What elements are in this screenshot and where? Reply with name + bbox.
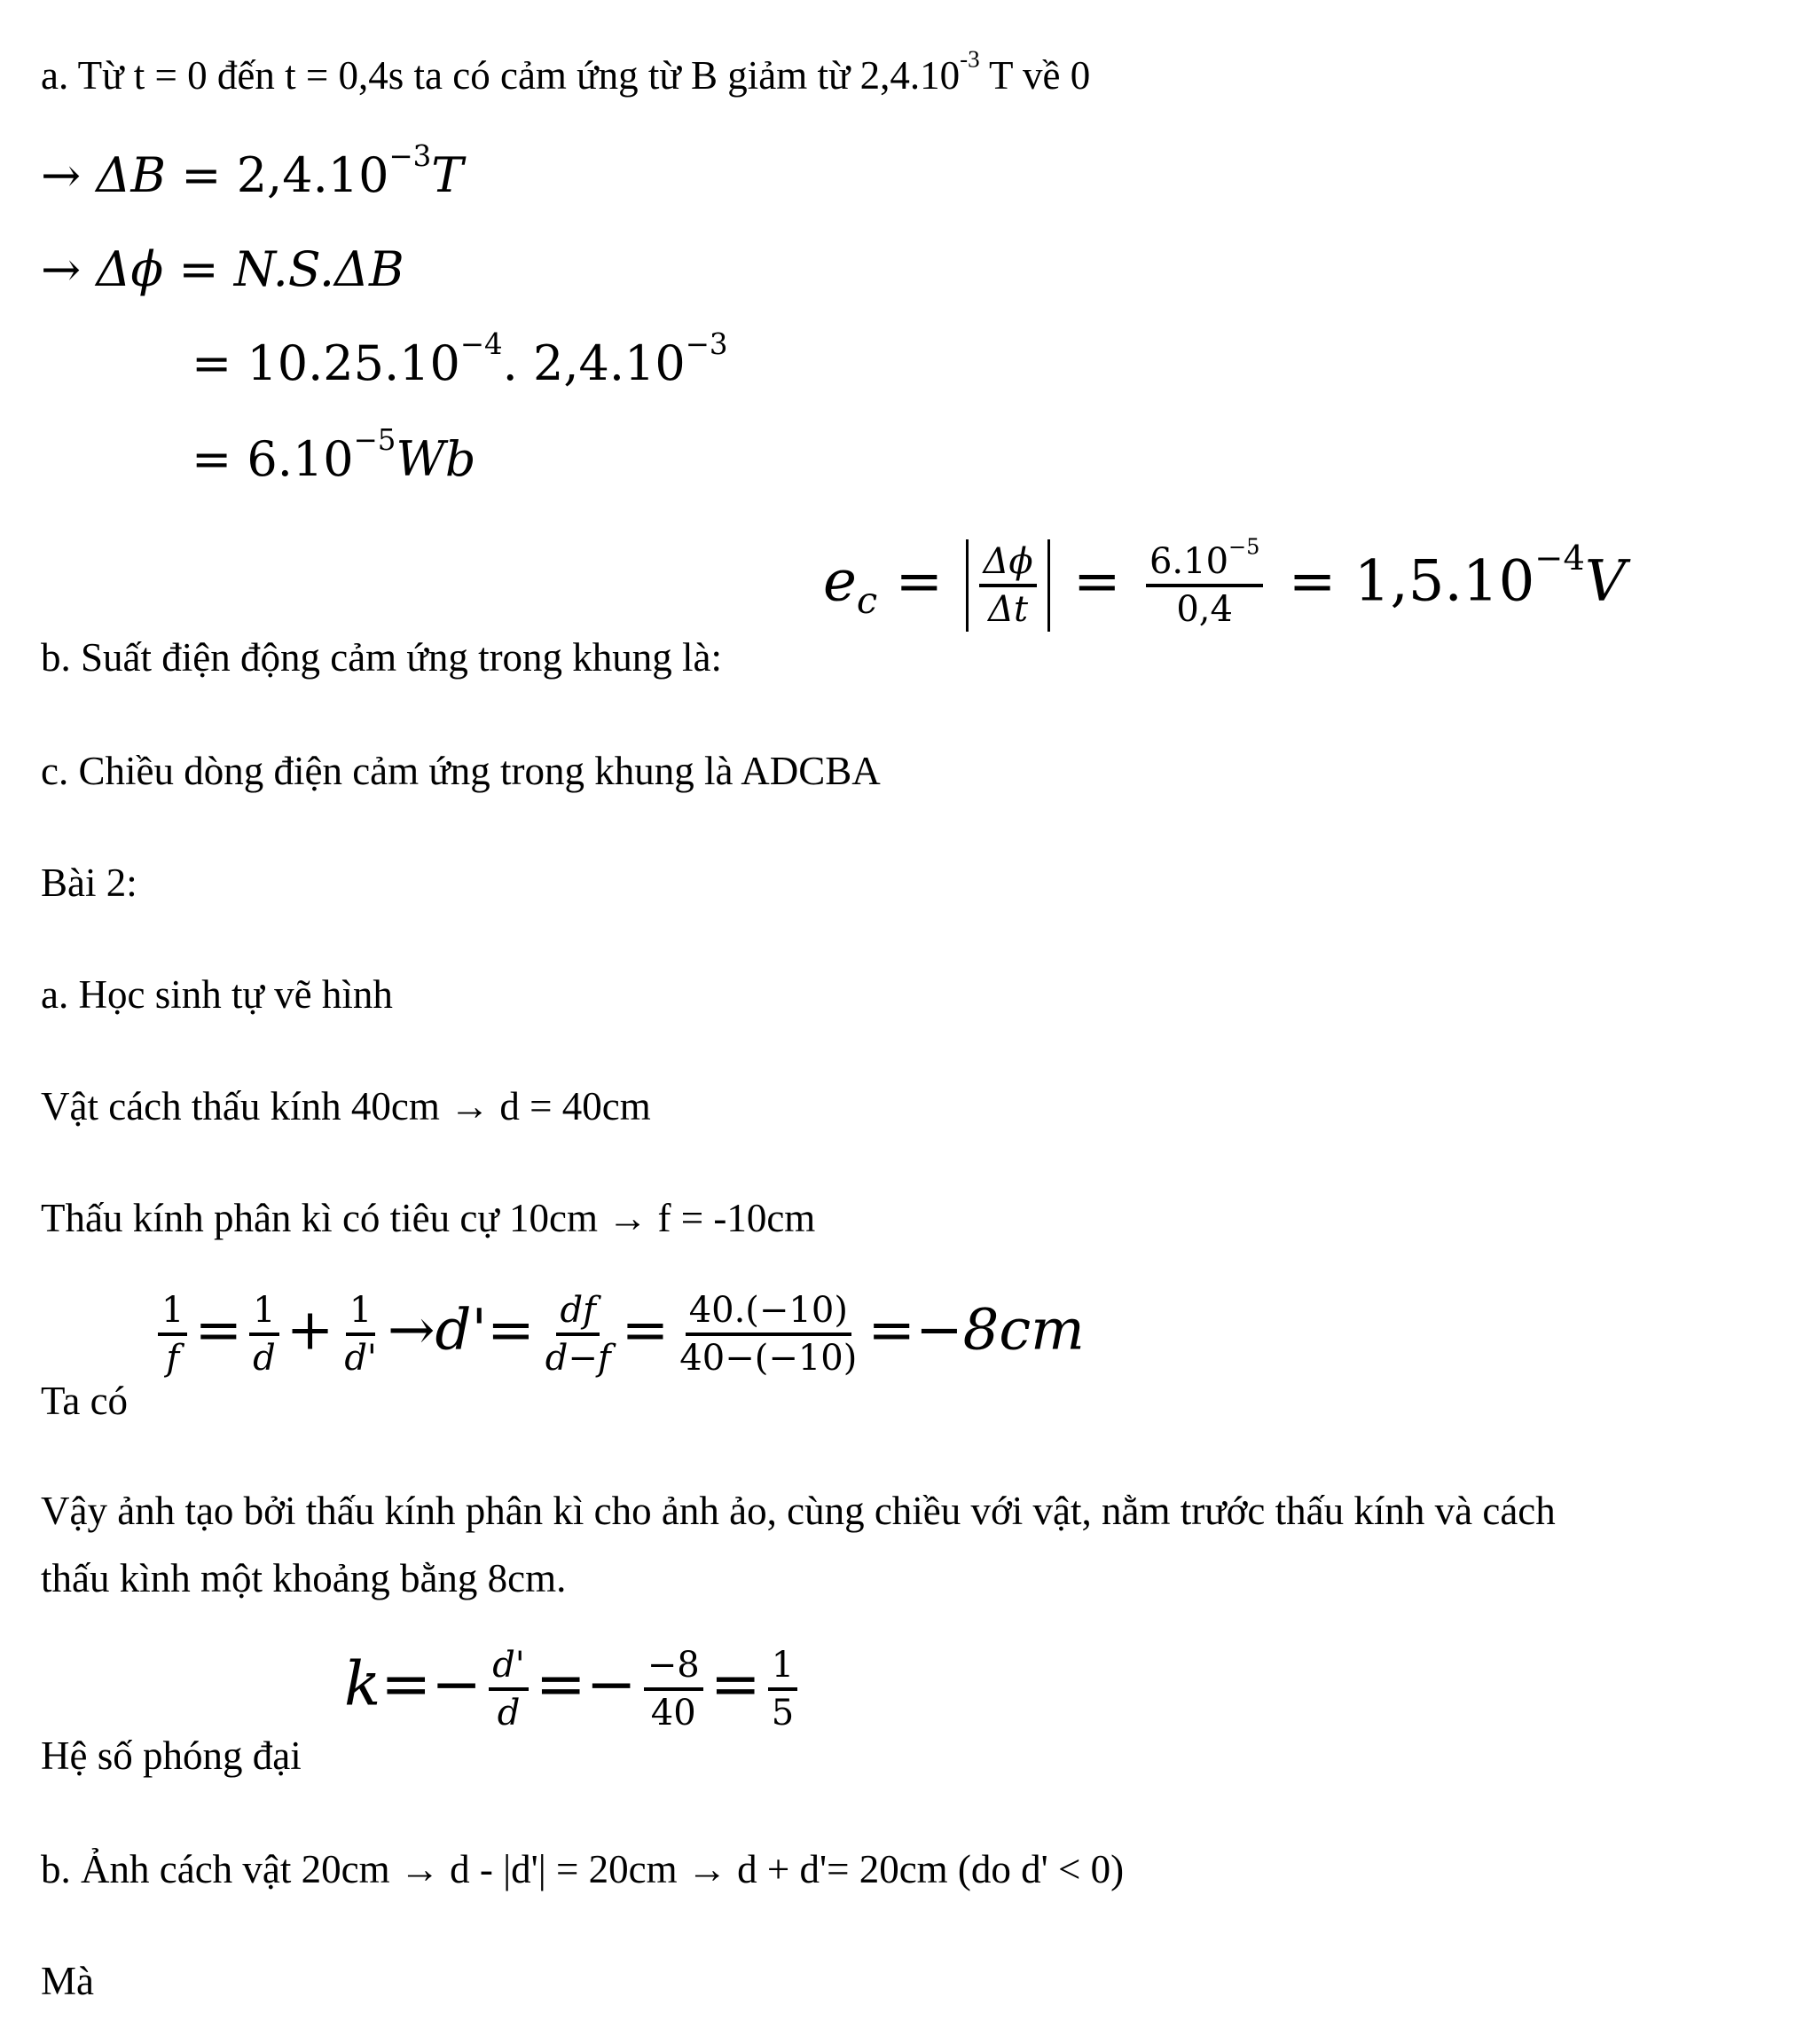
step2-part2: . 2,4.10 [502, 335, 686, 391]
k-label: Hệ số phóng đại [41, 1733, 302, 1778]
bai1-a-intro-end: T về 0 [979, 53, 1091, 98]
fraction-denominator: 0,4 [1176, 589, 1233, 630]
delta-phi-equation [41, 241, 404, 299]
conclusion-line-2: thấu kình một khoảng bằng 8cm. [41, 1556, 567, 1600]
step2-exp1: −4 [459, 326, 503, 361]
minus-sign: − [585, 1649, 637, 1720]
bai2-heading: Bài 2: [41, 861, 137, 905]
magnification-formula [344, 1643, 804, 1735]
delta-phi-step3 [192, 422, 476, 489]
ma-text: Mà [41, 1959, 94, 2003]
dphi-dt-fraction [979, 539, 1036, 632]
arrow-icon: → [387, 1297, 435, 1364]
plus-sign: + [286, 1297, 334, 1364]
delta-b-symbol: ΔB [96, 147, 167, 203]
step3-value: 6.10 [247, 431, 354, 487]
delta-b-value: 2,4.10 [236, 147, 389, 203]
emf-subscript: c [856, 578, 878, 623]
equals-sign: = [192, 335, 247, 391]
equals-sign: = [867, 1297, 915, 1364]
absolute-value [966, 539, 1049, 632]
lens-result: −8cm [914, 1297, 1085, 1364]
bai1-a-intro-text: a. Từ t = 0 đến t = 0,4s ta có cảm ứng từ B giảm từ 2,4.10 [41, 53, 961, 98]
k-symbol: k [344, 1649, 381, 1720]
equals-sign: = [163, 241, 234, 297]
fraction-denominator: Δt [988, 589, 1029, 630]
fraction-1-over-dprime: $\frac{1}{d'}$ [344, 1290, 377, 1379]
equals-sign: = [487, 1297, 535, 1364]
arrow-icon: → [41, 147, 82, 203]
delta-b-unit: T [431, 147, 464, 203]
delta-b-equation [41, 138, 464, 205]
equals-sign: = [194, 1297, 243, 1364]
bai2-d-text: Vật cách thấu kính 40cm → d = 40cm [41, 1084, 651, 1128]
fraction-minus8-over-40: $\frac{-8}{40}$ [644, 1643, 703, 1735]
fraction-1-over-5: $\frac{1}{5}$ [768, 1643, 797, 1735]
emf-formula [823, 534, 1627, 632]
step3-unit: Wb [396, 431, 476, 487]
emf-value-fraction [1146, 534, 1263, 632]
dprime-symbol: d' [435, 1297, 488, 1364]
emf-result-unit: V [1584, 548, 1627, 615]
fraction-1-over-d: $\frac{1}{d}$ [249, 1288, 279, 1380]
equals-sign: = [166, 147, 237, 203]
step2-part1: 10.25.10 [247, 335, 460, 391]
minus-sign: − [431, 1649, 482, 1720]
conclusion-line-1: Vậy ảnh tạo bởi thấu kính phân kì cho ảnh ảo, cùng chiều với vật, nằm trước thấu kính và cách [41, 1489, 1556, 1533]
bai2-f-text: Thấu kính phân kì có tiêu cự 10cm → f = -10cm [41, 1196, 816, 1240]
equals-sign: = [877, 548, 961, 615]
delta-phi-rhs: N.S.ΔB [233, 241, 404, 297]
bai1-c-text: c. Chiều dòng điện cảm ứng trong khung là ADCBA [41, 749, 881, 793]
fraction-numerator: $6.10^{-5}$ [1146, 539, 1263, 587]
ta-co-label: Ta có [41, 1379, 129, 1423]
delta-phi-symbol: Δϕ [96, 241, 164, 297]
bai2-a-text: a. Học sinh tự vẽ hình [41, 972, 393, 1017]
emf-symbol: e [823, 548, 857, 615]
emf-result: 1,5.10 [1353, 548, 1535, 615]
equals-sign: = [380, 1649, 432, 1720]
equals-sign: = [1055, 548, 1139, 615]
step3-exp: −5 [353, 422, 396, 457]
bai2-b-text: b. Ảnh cách vật 20cm → d - |d'| = 20cm → d + d'= 20cm (do d' < 0) [41, 1847, 1125, 1891]
lens-formula [151, 1288, 1085, 1380]
fraction-dprime-over-d: $\frac{d'}{d}$ [489, 1643, 529, 1735]
equals-sign: = [1270, 548, 1354, 615]
step2-exp2: −3 [685, 326, 728, 361]
bai1-a-intro [41, 45, 1091, 99]
equals-sign: = [621, 1297, 670, 1364]
fraction-df-over-d-minus-f: $\frac{df}{d-f}$ [545, 1290, 611, 1379]
equals-sign: = [535, 1649, 586, 1720]
equals-sign: = [192, 431, 247, 487]
bai1-b-label: b. Suất điện động cảm ứng trong khung là: [41, 635, 723, 680]
emf-result-exp: −4 [1534, 538, 1585, 578]
delta-b-exponent: −3 [388, 138, 432, 173]
equals-sign: = [710, 1649, 761, 1720]
arrow-icon: → [41, 241, 82, 297]
delta-phi-step2 [192, 326, 728, 393]
bai1-a-intro-exp: -3 [960, 45, 980, 73]
fraction-1-over-f: $\frac{1}{f}$ [158, 1288, 187, 1380]
fraction-numeric: $\frac{40.(-10)}{40-(-10)}$ [679, 1290, 858, 1379]
fraction-numerator: Δϕ [979, 539, 1036, 587]
